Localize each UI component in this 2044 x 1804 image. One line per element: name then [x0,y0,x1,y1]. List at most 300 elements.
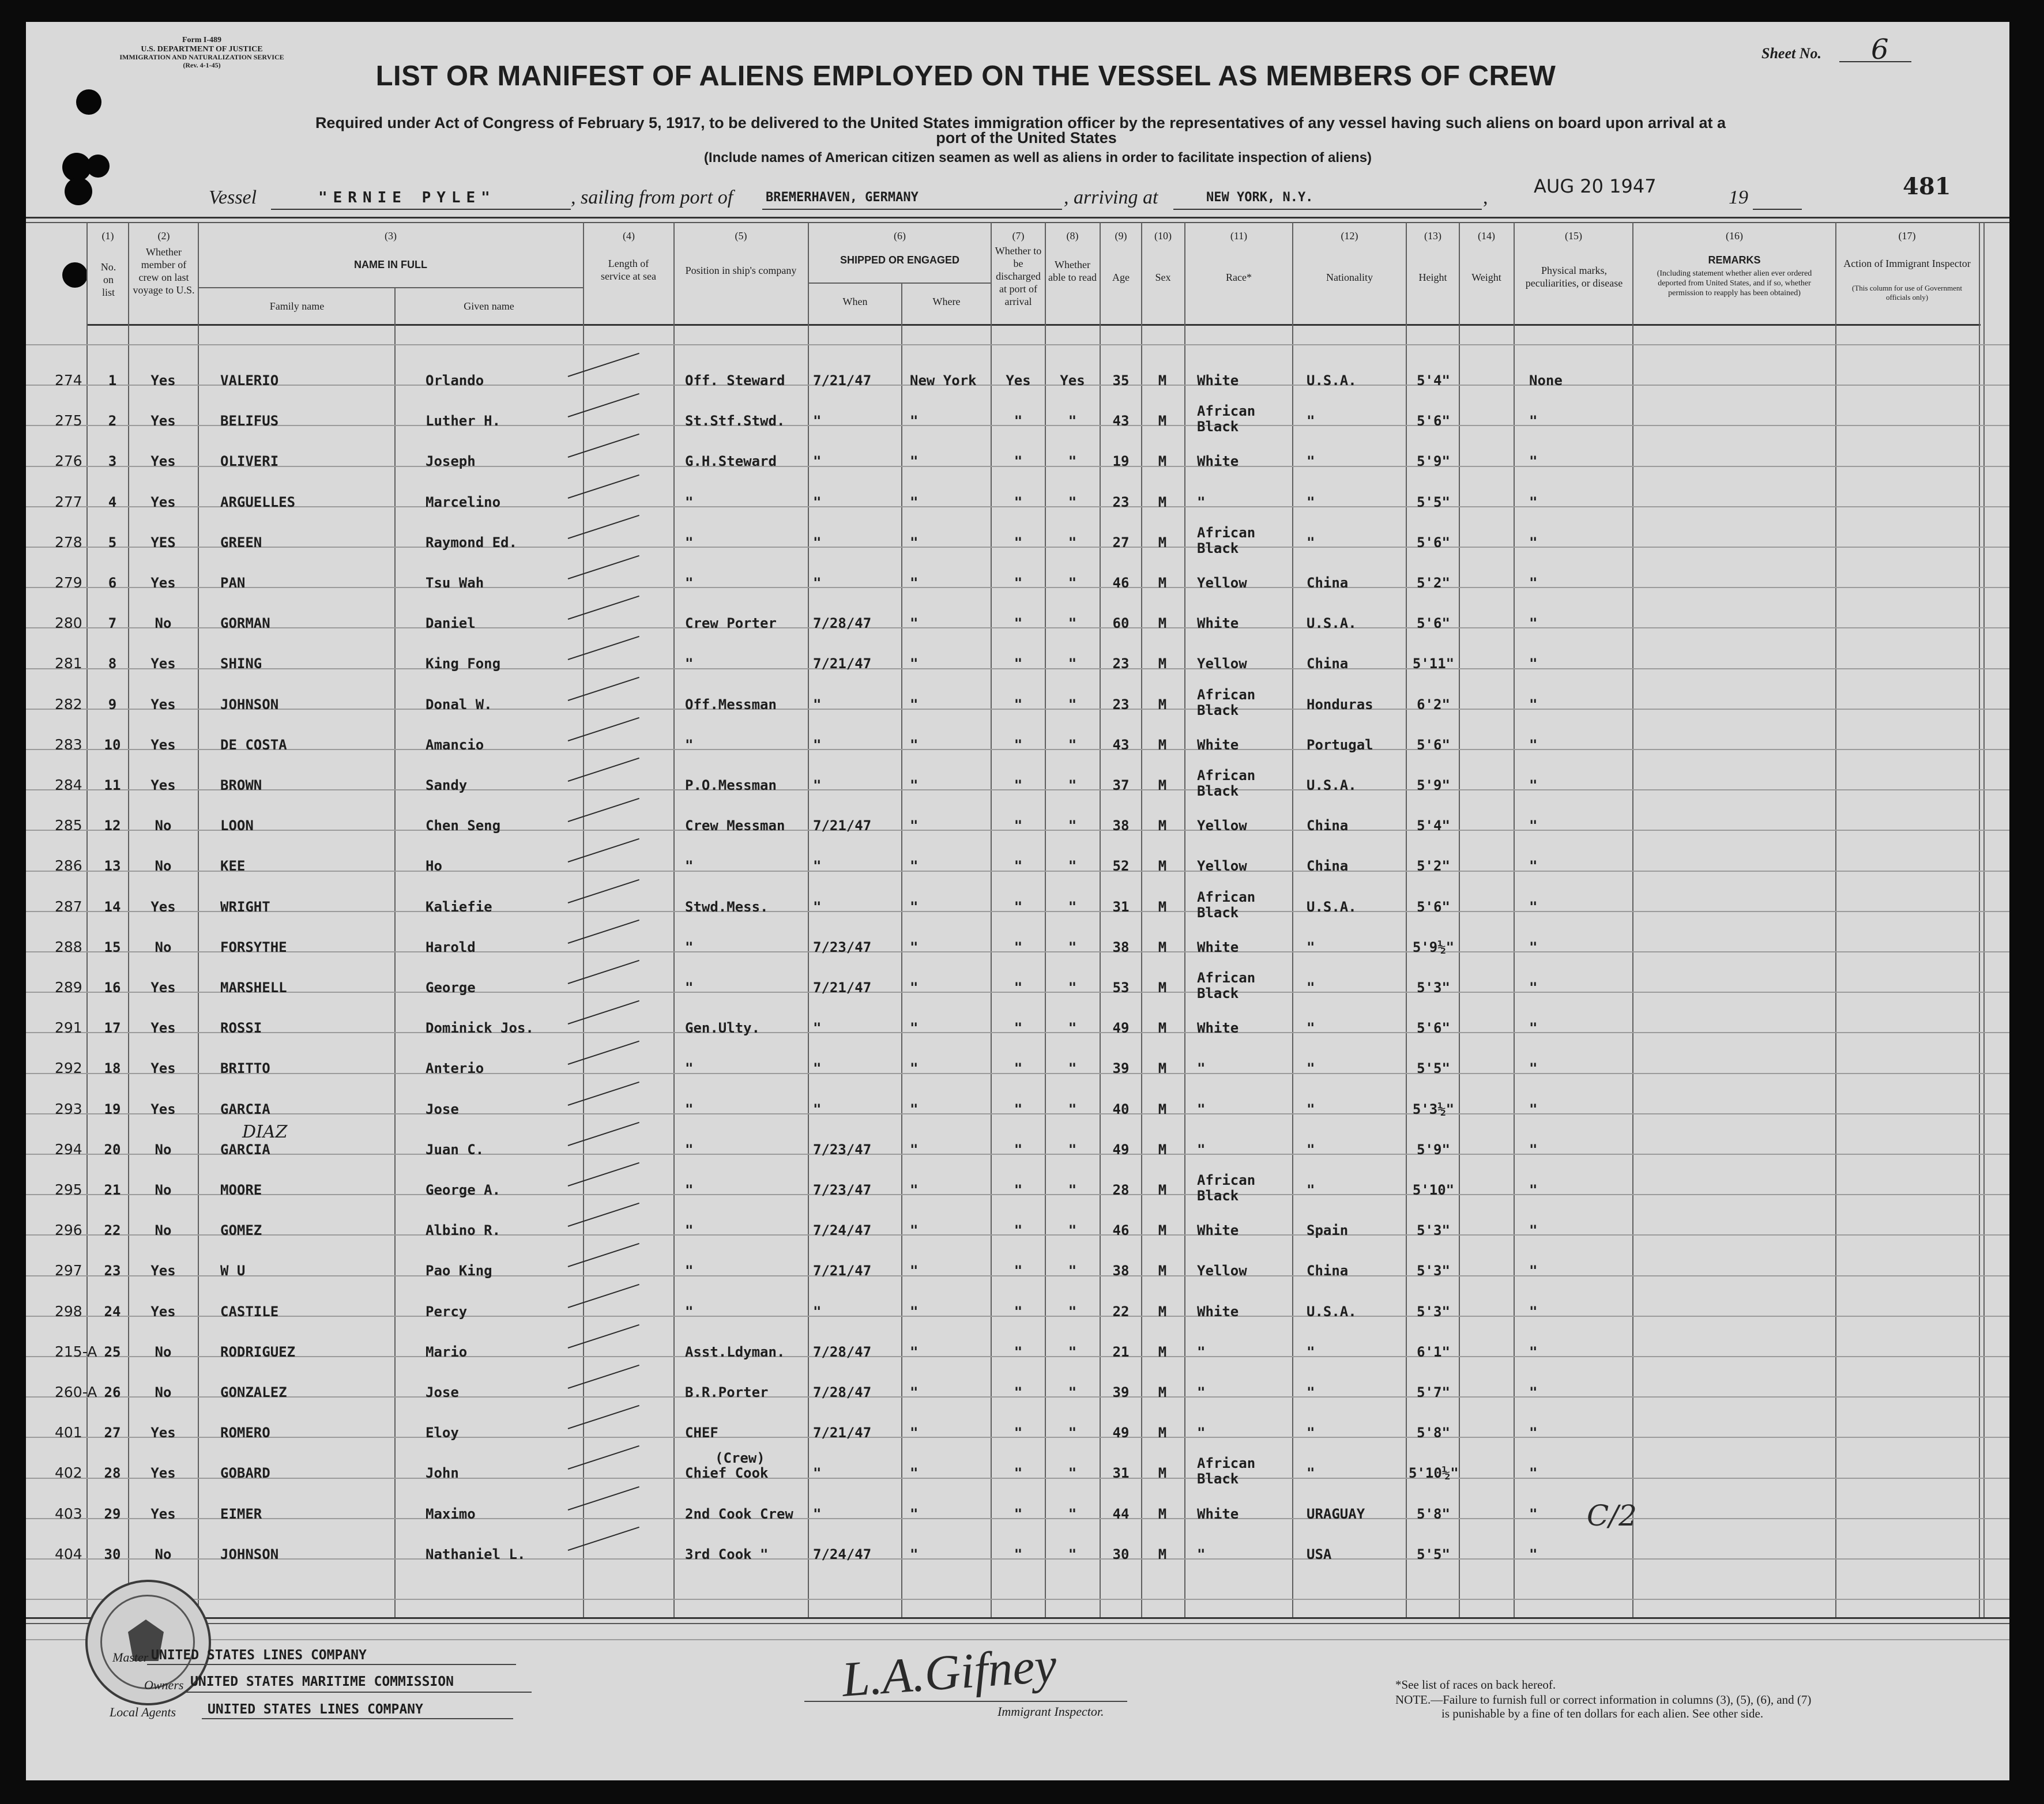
row-physical-marks: " [1529,1343,1538,1360]
row-physical-marks: " [1529,413,1538,430]
row-sex: M [1158,1303,1167,1320]
row-where: " [910,1222,919,1239]
row-where: " [910,1343,919,1360]
row-race: " [1197,1101,1206,1117]
column-divider [673,222,675,1617]
col-num: (6) [894,230,906,242]
row-where: " [910,777,919,793]
row-given-name: George [426,980,476,996]
vessel-name: "ERNIE PYLE" [318,189,496,206]
row-height: 5'5" [1417,494,1450,510]
row-age: 37 [1112,777,1130,793]
row-margin-number: 279 [55,574,82,591]
row-where: " [910,494,919,510]
row-sex: M [1158,615,1167,632]
row-when: 7/24/47 [813,1222,872,1239]
row-where: " [910,858,919,875]
row-sex: M [1158,1020,1167,1037]
row-discharged: " [1014,575,1023,591]
row-sex: M [1158,1546,1167,1562]
row-no: 6 [108,575,117,591]
row-race: African Black [1197,403,1256,435]
row-height: 5'3" [1417,980,1450,996]
row-sex: M [1158,1505,1167,1522]
row-able-read: " [1068,1222,1077,1239]
row-nationality: China [1307,818,1349,834]
arriving-label: , arriving at [1064,187,1158,208]
row-where: " [910,818,919,834]
row-age: 23 [1112,494,1130,510]
col-num: (10) [1154,230,1172,242]
row-given-name: Maximo [426,1505,476,1522]
row-height: 6'1" [1417,1343,1450,1360]
row-discharged: " [1014,1384,1023,1400]
port-from: BREMERHAVEN, GERMANY [766,190,919,205]
inspector-signature: L.A.Gifney [840,1637,1059,1707]
row-nationality: Portugal [1307,736,1373,753]
row-able-read: " [1068,939,1077,955]
row-no: 27 [104,1425,121,1441]
row-prev-voyage: No [155,1343,172,1360]
row-position: Off. Steward [685,372,785,389]
col-num: (17) [1898,230,1916,242]
header-weight: Weight [1471,272,1501,283]
row-height: 5'5" [1417,1060,1450,1077]
row-where: " [910,1060,919,1077]
row-family-name: OLIVERI [220,453,279,470]
row-physical-marks: " [1529,453,1538,470]
row-prev-voyage: No [155,1546,172,1562]
master-label: Master [112,1650,149,1664]
row-given-name: Mario [426,1343,468,1360]
row-able-read: " [1068,1505,1077,1522]
row-no: 30 [104,1546,121,1562]
row-margin-number: 287 [55,898,82,915]
note-penalty-2: is punishable by a fine of ten dollars for each alien. See other side. [1441,1707,1764,1720]
header-height: Height [1418,272,1447,283]
row-position: " [685,1303,694,1320]
row-position: G.H.Steward [685,453,777,470]
row-prev-voyage: Yes [150,736,176,753]
row-sex: M [1158,453,1167,470]
row-able-read: " [1068,696,1077,713]
row-height: 5'5" [1417,1546,1450,1562]
sheet-number: 6 [1871,33,1889,66]
header-action-note: (This column for use of Government officials only) [1852,284,1962,302]
row-physical-marks: " [1529,1303,1538,1320]
row-prev-voyage: Yes [150,372,176,389]
row-family-name: SHING [220,656,262,672]
row-margin-number: 403 [55,1505,82,1522]
row-when: " [813,898,822,915]
subheader-divider [198,287,583,288]
row-height: 5'11" [1412,656,1455,672]
row-sex: M [1158,1425,1167,1441]
sheet-label: Sheet No. [1761,45,1821,62]
row-age: 44 [1112,1505,1130,1522]
row-prev-voyage: Yes [150,575,176,591]
row-able-read: " [1068,1101,1077,1117]
row-physical-marks: " [1529,777,1538,793]
row-discharged: " [1014,1101,1023,1117]
row-age: 31 [1112,898,1130,915]
row-prev-voyage: Yes [150,413,176,430]
row-position: " [685,1060,694,1077]
row-nationality: U.S.A. [1307,1303,1357,1320]
row-where: " [910,534,919,551]
row-given-name: Albino R. [426,1222,501,1239]
row-prev-voyage: No [155,939,172,955]
row-discharged: " [1014,1546,1023,1562]
row-family-name: PAN [220,575,246,591]
row-prev-voyage: Yes [150,494,176,510]
row-nationality: " [1307,534,1315,551]
row-prev-voyage: Yes [150,898,176,915]
row-age: 35 [1112,372,1130,389]
row-family-name: FORSYTHE [220,939,287,955]
row-able-read: " [1068,1425,1077,1441]
column-divider [1459,222,1460,1617]
row-margin-number: 294 [55,1140,82,1158]
row-family-name: BELIFUS [220,413,279,430]
row-family-name: BRITTO [220,1060,270,1077]
row-able-read: " [1068,1141,1077,1158]
row-physical-marks: " [1529,534,1538,551]
row-race: Yellow [1197,656,1247,672]
owners-value: UNITED STATES MARITIME COMMISSION [190,1674,454,1689]
col-num: (1) [101,230,114,242]
row-when: 7/23/47 [813,939,872,955]
row-when: " [813,453,822,470]
row-margin-number: 276 [55,453,82,470]
row-position-note: (Crew) [715,1450,765,1467]
row-family-note: DIAZ [242,1121,288,1142]
row-prev-voyage: Yes [150,1465,176,1482]
row-physical-marks: " [1529,1546,1538,1562]
row-able-read: " [1068,1020,1077,1037]
row-height: 5'10½" [1409,1465,1459,1482]
row-race: White [1197,1222,1239,1239]
row-where: " [910,736,919,753]
row-position: " [685,494,694,510]
row-family-name: GOMEZ [220,1222,262,1239]
row-discharged: " [1014,413,1023,430]
row-position: " [685,980,694,996]
row-family-name: KEE [220,858,246,875]
col-num: (3) [385,230,397,242]
row-age: 39 [1112,1384,1130,1400]
row-when: " [813,858,822,875]
row-discharged: " [1014,1060,1023,1077]
row-prev-voyage: Yes [150,696,176,713]
row-family-name: GORMAN [220,615,270,632]
row-margin-number: 295 [55,1181,82,1198]
row-given-name: Raymond Ed. [426,534,517,551]
row-where: " [910,939,919,955]
row-physical-marks: " [1529,1465,1538,1482]
row-race: Yellow [1197,1263,1247,1279]
row-height: 5'3½" [1412,1101,1455,1117]
header-nationality: Nationality [1326,272,1373,283]
row-when: " [813,1101,822,1117]
row-no: 2 [108,413,117,430]
row-when: " [813,1020,822,1037]
row-age: 38 [1112,818,1130,834]
row-family-name: RODRIGUEZ [220,1343,296,1360]
row-given-name: Dominick Jos. [426,1020,534,1037]
punch-hole [62,262,88,288]
row-race: " [1197,1343,1206,1360]
col-num: (5) [735,230,747,242]
row-position: " [685,1222,694,1239]
row-nationality: " [1307,1384,1315,1400]
row-physical-marks: " [1529,575,1538,591]
row-family-name: ROSSI [220,1020,262,1037]
row-race: White [1197,453,1239,470]
row-position: " [685,534,694,551]
row-margin-number: 292 [55,1060,82,1077]
row-nationality: " [1307,1343,1315,1360]
row-no: 7 [108,615,117,632]
row-family-name: GREEN [220,534,262,551]
row-height: 5'6" [1417,736,1450,753]
row-height: 5'8" [1417,1505,1450,1522]
column-divider [991,222,992,1617]
row-when: 7/28/47 [813,615,872,632]
row-discharged: " [1014,939,1023,955]
row-position: Crew Messman [685,818,785,834]
row-given-name: Daniel [426,615,476,632]
column-divider [128,222,129,1617]
column-divider [1514,222,1515,1617]
row-where: " [910,615,919,632]
row-prev-voyage: No [155,858,172,875]
note-penalty: NOTE.—Failure to furnish full or correct information in columns (3), (5), (6), and (7) [1395,1693,1812,1707]
header-able-read: Whether able to read [1048,259,1097,283]
row-sex: M [1158,656,1167,672]
row-no: 11 [104,777,121,793]
row-where: " [910,453,919,470]
row-family-name: GONZALEZ [220,1384,287,1400]
row-given-name: King Fong [426,656,501,672]
row-nationality: China [1307,575,1349,591]
row-family-name: GARCIA [220,1141,270,1158]
row-no: 29 [104,1505,121,1522]
row-race: White [1197,1505,1239,1522]
row-given-name: Jose [426,1384,459,1400]
form-dept: U.S. DEPARTMENT OF JUSTICE [141,45,263,54]
row-nationality: U.S.A. [1307,372,1357,389]
row-discharged: " [1014,696,1023,713]
stamp-number: 481 [1903,173,1951,200]
row-position: " [685,1182,694,1198]
row-given-name: Jose [426,1101,459,1117]
row-where: " [910,696,919,713]
row-able-read: " [1068,736,1077,753]
row-age: 39 [1112,1060,1130,1077]
row-age: 46 [1112,575,1130,591]
row-discharged: " [1014,1263,1023,1279]
row-margin-number: 296 [55,1222,82,1239]
row-position: " [685,736,694,753]
row-height: 5'3" [1417,1303,1450,1320]
row-height: 5'10" [1412,1182,1455,1198]
row-age: 19 [1112,453,1130,470]
row-discharged: " [1014,818,1023,834]
header-whether-member: Whether member of crew on last voyage to U.S. [133,246,195,296]
row-discharged: " [1014,1020,1023,1037]
row-able-read: " [1068,413,1077,430]
row-margin-number: 285 [55,817,82,834]
row-physical-marks: " [1529,980,1538,996]
column-divider [583,222,584,1617]
column-divider [1983,222,1985,1617]
row-nationality: " [1307,1020,1315,1037]
row-family-name: GARCIA [220,1101,270,1117]
inspector-label: Immigrant Inspector. [997,1704,1104,1719]
row-race: " [1197,494,1206,510]
row-able-read: " [1068,1263,1077,1279]
header-sex: Sex [1155,272,1171,283]
agents-value: UNITED STATES LINES COMPANY [208,1702,423,1717]
row-nationality: " [1307,1141,1315,1158]
row-able-read: " [1068,858,1077,875]
row-prev-voyage: Yes [150,1101,176,1117]
header-remarks-note: (Including statement whether alien ever ordered deported from United States, and if so, whether permission to reapply has been obtained) [1657,269,1812,297]
row-when: 7/23/47 [813,1141,872,1158]
row-when: 7/21/47 [813,980,872,996]
row-able-read: " [1068,980,1077,996]
row-position: Gen.Ulty. [685,1020,761,1037]
header-age: Age [1112,272,1130,283]
owners-label: Owners [144,1678,184,1692]
row-sex: M [1158,736,1167,753]
row-family-name: WRIGHT [220,898,270,915]
subtitle-act: Required under Act of Congress of February 5, 1917, to be delivered to the United States immigration officer by the representatives of any vessel having such aliens on board upon arrival at a [315,114,1726,131]
row-discharged: " [1014,980,1023,996]
row-family-name: MARSHELL [220,980,287,996]
row-when: " [813,413,822,430]
row-when: " [813,575,822,591]
form-rev: (Rev. 4-1-45) [183,61,221,69]
row-where: New York [910,372,977,389]
row-position: 2nd Cook Crew [685,1505,793,1522]
row-age: 21 [1112,1343,1130,1360]
row-margin-number: 288 [55,938,82,955]
header-position: Position in ship's company [685,265,797,276]
row-sex: M [1158,858,1167,875]
row-position: " [685,1141,694,1158]
master-value: UNITED STATES LINES COMPANY [151,1648,367,1663]
row-where: " [910,1101,919,1117]
row-when: 7/23/47 [813,1182,872,1198]
column-divider [1835,222,1836,1617]
row-discharged: " [1014,1182,1023,1198]
row-discharged: " [1014,1425,1023,1441]
row-discharged: " [1014,1222,1023,1239]
row-height: 5'3" [1417,1222,1450,1239]
punch-hole [76,89,101,115]
row-able-read: " [1068,1060,1077,1077]
row-margin-number: 401 [55,1424,82,1441]
row-discharged: " [1014,1141,1023,1158]
row-nationality: " [1307,1060,1315,1077]
row-where: " [910,898,919,915]
col-num: (8) [1066,230,1079,242]
row-margin-number: 284 [55,777,82,793]
row-margin-number: 215-A [55,1343,97,1360]
row-no: 1 [108,372,117,389]
punch-hole [86,155,110,178]
row-where: " [910,1465,919,1482]
row-physical-marks: " [1529,818,1538,834]
row-given-name: Pao King [426,1263,492,1279]
row-position: 3rd Cook " [685,1546,769,1562]
row-discharged: " [1014,534,1023,551]
row-able-read: " [1068,494,1077,510]
form-service: IMMIGRATION AND NATURALIZATION SERVICE [119,53,284,61]
header-given-name: Given name [464,300,514,312]
row-able-read: " [1068,777,1077,793]
row-no: 19 [104,1101,121,1117]
row-height: 5'9" [1417,1141,1450,1158]
row-physical-marks: " [1529,1384,1538,1400]
row-able-read: " [1068,1343,1077,1360]
row-given-name: Nathaniel L. [426,1546,526,1562]
subheader-divider [901,283,902,1617]
row-when: " [813,494,822,510]
row-age: 40 [1112,1101,1130,1117]
row-sex: M [1158,575,1167,591]
row-no: 23 [104,1263,121,1279]
row-given-name: Donal W. [426,696,492,713]
col-num: (15) [1565,230,1582,242]
col-num: (9) [1115,230,1127,242]
row-prev-voyage: Yes [150,453,176,470]
row-prev-voyage: Yes [150,1263,176,1279]
row-physical-marks: " [1529,1060,1538,1077]
row-able-read: Yes [1060,372,1085,389]
row-discharged: " [1014,736,1023,753]
row-height: 5'9" [1417,453,1450,470]
row-able-read: " [1068,534,1077,551]
row-nationality: " [1307,1101,1315,1117]
row-given-name: Ho [426,858,442,875]
row-discharged: " [1014,453,1023,470]
row-prev-voyage: No [155,615,172,632]
row-given-name: George A. [426,1182,501,1198]
row-height: 5'6" [1417,534,1450,551]
row-where: " [910,1303,919,1320]
row-margin-number: 402 [55,1464,82,1482]
row-nationality: " [1307,1465,1315,1482]
row-race: White [1197,939,1239,955]
row-race: African Black [1197,888,1256,921]
col-num: (14) [1478,230,1495,242]
row-nationality: China [1307,656,1349,672]
row-physical-marks: " [1529,1020,1538,1037]
row-margin-number: 297 [55,1262,82,1279]
row-family-name: W U [220,1263,246,1279]
row-nationality: " [1307,939,1315,955]
row-position: CHEF [685,1425,718,1441]
row-race: African Black [1197,524,1256,556]
header-discharged: Whether to be discharged at port of arrival [995,245,1042,307]
column-divider [1979,222,1980,1617]
row-no: 20 [104,1141,121,1158]
row-no: 17 [104,1020,121,1037]
row-discharged: " [1014,777,1023,793]
